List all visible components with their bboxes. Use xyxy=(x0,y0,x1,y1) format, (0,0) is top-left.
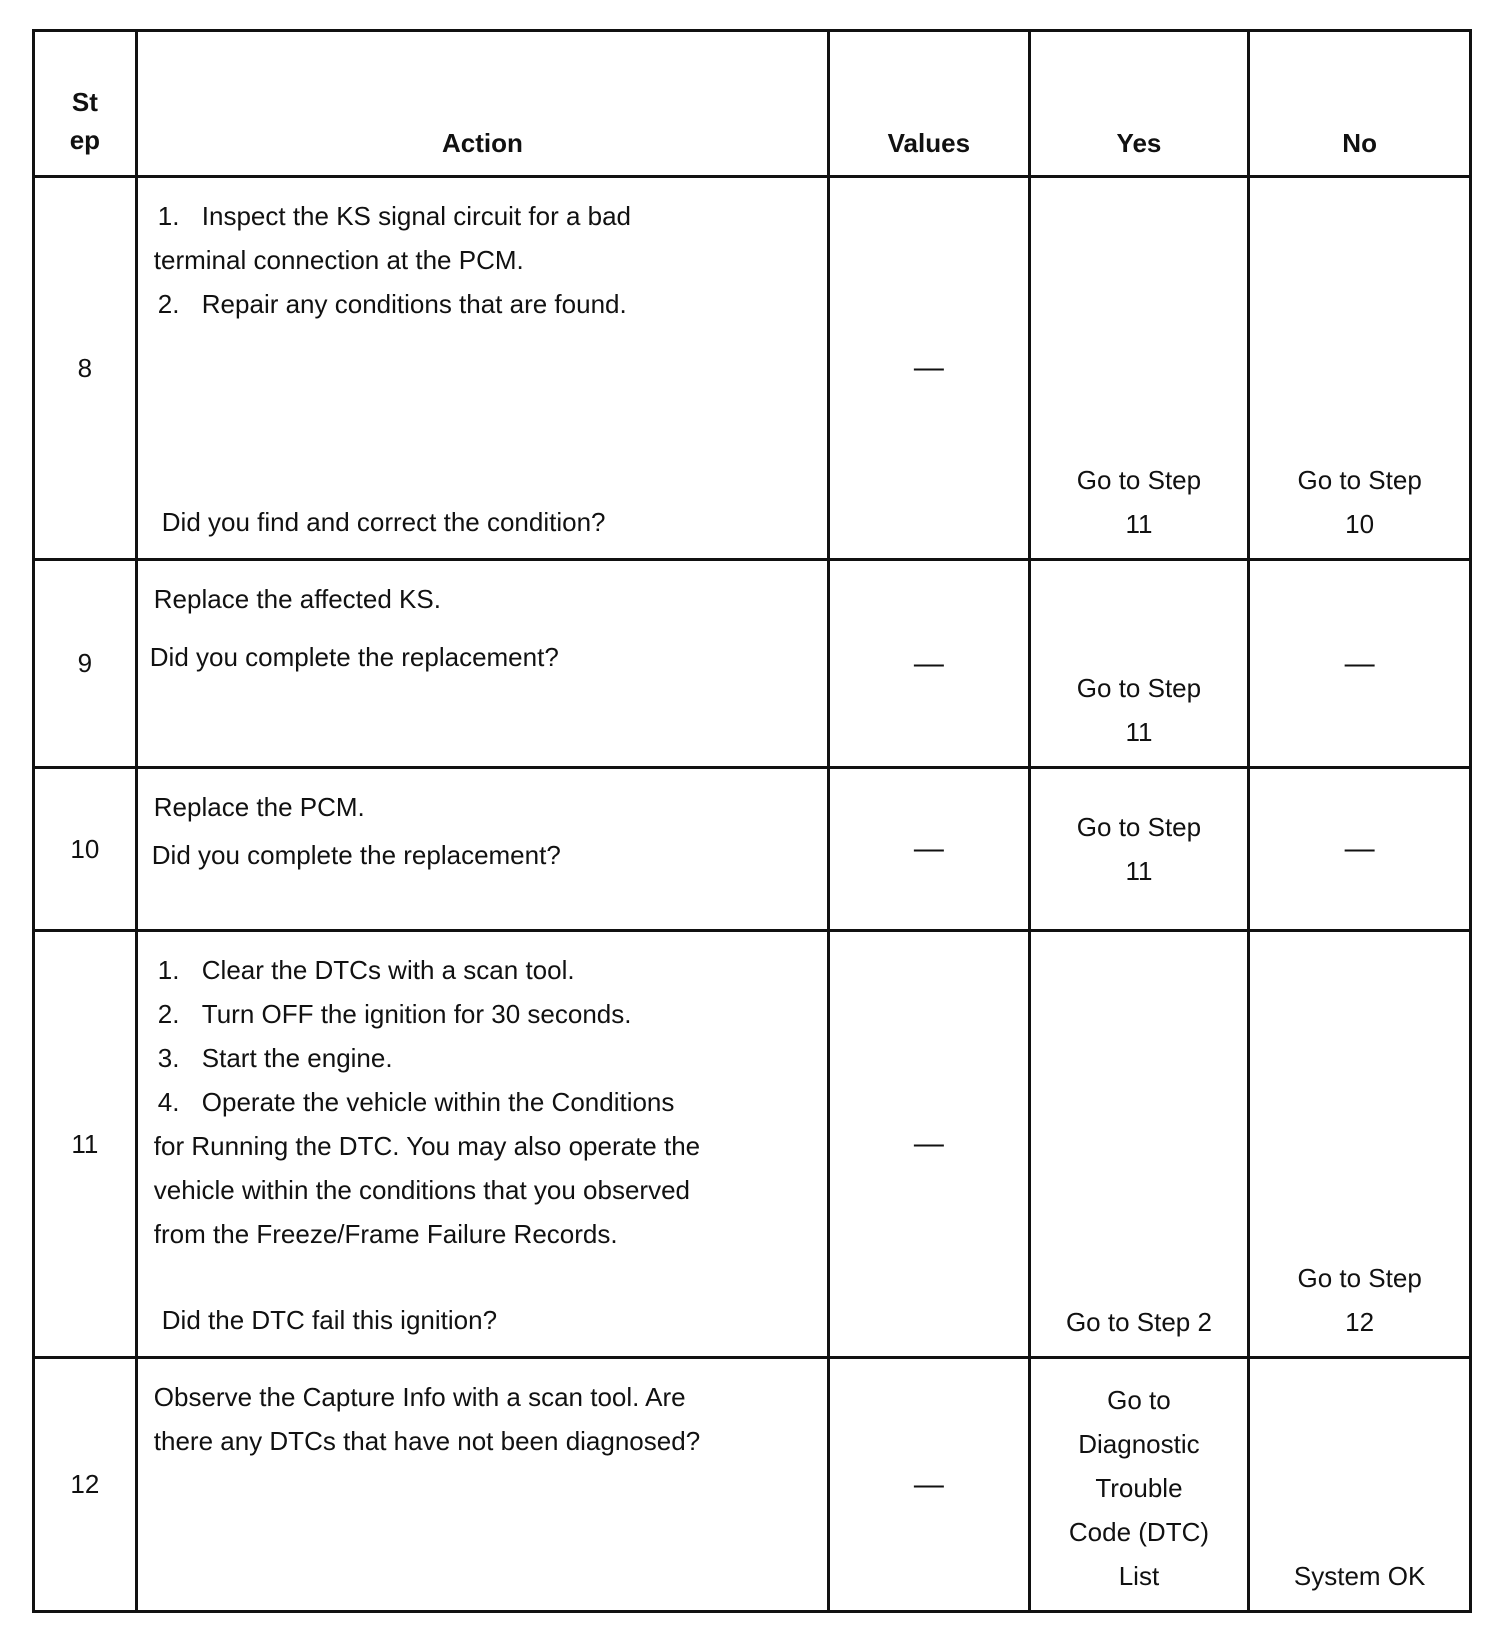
action-line: Inspect the KS signal circuit for a bad xyxy=(201,201,632,231)
values-cell: — xyxy=(829,560,1030,768)
no-cell: Go to Step 10 xyxy=(1249,177,1471,560)
yes-cell: Go to Step 11 xyxy=(1029,768,1249,931)
values-cell: — xyxy=(829,177,1030,560)
step-number: 9 xyxy=(34,560,137,768)
no-cell: Go to Step 12 xyxy=(1249,931,1471,1358)
action-line: terminal connection at the PCM. xyxy=(153,245,524,275)
action-line: Turn OFF the ignition for 30 seconds. xyxy=(201,999,632,1029)
action-line: vehicle within the conditions that you observed xyxy=(153,1175,690,1205)
table-row xyxy=(34,768,1471,931)
action-line: Operate the vehicle within the Conditions xyxy=(201,1087,675,1117)
header-yes: Yes xyxy=(1029,31,1249,177)
action-line: Repair any conditions that are found. xyxy=(201,289,627,319)
action-line: Clear the DTCs with a scan tool. xyxy=(201,955,575,985)
action-cell xyxy=(136,931,828,1358)
yes-cell: Go to Diagnostic Trouble Code (DTC) List xyxy=(1029,1358,1249,1612)
action-question: Did you complete the replacement? xyxy=(151,840,561,870)
action-cell xyxy=(136,177,828,560)
no-cell: — xyxy=(1249,560,1471,768)
values-cell: — xyxy=(829,768,1030,931)
header-values: Values xyxy=(829,31,1030,177)
action-line: for Running the DTC. You may also operate the xyxy=(153,1131,701,1161)
step-number: 11 xyxy=(34,931,137,1358)
action-question: Did you complete the replacement? xyxy=(149,642,559,672)
table-row xyxy=(34,177,1471,560)
step-number: 8 xyxy=(34,177,137,560)
action-line: from the Freeze/Frame Failure Records. xyxy=(153,1219,618,1249)
no-cell: System OK xyxy=(1249,1358,1471,1612)
yes-cell: Go to Step 11 xyxy=(1029,177,1249,560)
action-cell xyxy=(136,560,828,768)
action-question: Did the DTC fail this ignition? xyxy=(161,1305,498,1335)
header-no: No xyxy=(1249,31,1471,177)
list-number: 3. xyxy=(157,1043,180,1073)
table-row xyxy=(34,1358,1471,1612)
header-row xyxy=(34,31,1471,177)
action-line: Replace the affected KS. xyxy=(153,584,441,614)
yes-cell: Go to Step 11 xyxy=(1029,560,1249,768)
yes-cell: Go to Step 2 xyxy=(1029,931,1249,1358)
action-cell xyxy=(136,1358,828,1612)
table-row xyxy=(34,560,1471,768)
step-number: 12 xyxy=(34,1358,137,1612)
list-number: 1. xyxy=(157,201,180,231)
diagnostic-table xyxy=(32,29,1472,1613)
action-line: there any DTCs that have not been diagnosed? xyxy=(153,1426,701,1456)
action-question: Did you find and correct the condition? xyxy=(161,507,606,537)
header-action: Action xyxy=(136,31,828,177)
action-cell xyxy=(136,768,828,931)
table-row xyxy=(34,931,1471,1358)
values-cell: — xyxy=(829,931,1030,1358)
list-number: 1. xyxy=(157,955,180,985)
no-cell: — xyxy=(1249,768,1471,931)
header-step: St ep xyxy=(34,31,137,177)
action-line: Start the engine. xyxy=(201,1043,393,1073)
list-number: 2. xyxy=(157,289,180,319)
action-line: Replace the PCM. xyxy=(153,792,365,822)
list-number: 4. xyxy=(157,1087,180,1117)
step-number: 10 xyxy=(34,768,137,931)
action-line: Observe the Capture Info with a scan tool. Are xyxy=(153,1382,686,1412)
values-cell: — xyxy=(829,1358,1030,1612)
list-number: 2. xyxy=(157,999,180,1029)
